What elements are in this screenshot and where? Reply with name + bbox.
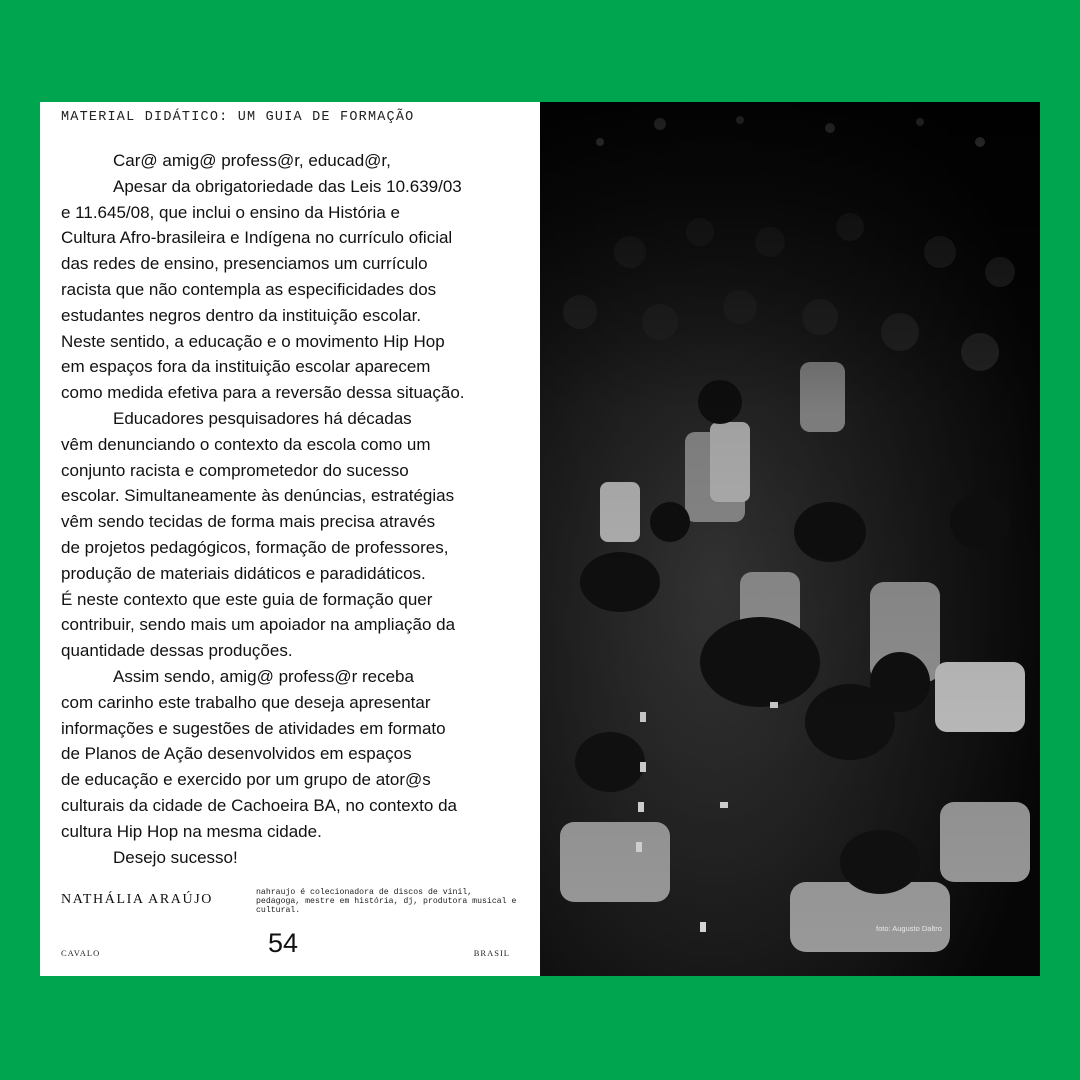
body-line: produção de materiais didáticos e paradidáticos. xyxy=(61,563,426,583)
photo-credit: foto: Augusto Daltro xyxy=(876,924,942,933)
author-bio: nahraujo é colecionadora de discos de vinil, pedagoga, mestre em história, dj, produtora musical e cultural. xyxy=(256,888,517,915)
crowd-dancing-photo xyxy=(540,102,1040,976)
body-line: de Planos de Ação desenvolvidos em espaços xyxy=(61,744,412,764)
body-line: racista que não contempla as especificidades dos xyxy=(61,279,437,299)
body-line: estudantes negros dentro da instituição escolar. xyxy=(61,305,422,325)
footer-right: BRASIL xyxy=(473,948,510,958)
body-line: Neste sentido, a educação e o movimento Hip Hop xyxy=(61,331,445,351)
running-title: MATERIAL DIDÁTICO: UM GUIA DE FORMAÇÃO xyxy=(61,110,415,125)
body-line: informações e sugestões de atividades em formato xyxy=(61,718,446,738)
body-line: com carinho este trabalho que deseja apresentar xyxy=(61,692,431,712)
body-line: contribuir, sendo mais um apoiador na ampliação da xyxy=(61,615,456,635)
author-name: NATHÁLIA ARAÚJO xyxy=(61,892,213,907)
body-line: em espaços fora da instituição escolar aparecem xyxy=(61,357,431,377)
body-line: Apesar da obrigatoriedade das Leis 10.639/03 xyxy=(113,176,462,196)
page-number: 54 xyxy=(268,928,299,958)
body-line: vêm denunciando o contexto da escola como um xyxy=(61,434,431,454)
body-line: de educação e exercido por um grupo de ator@s xyxy=(61,770,431,790)
footer-left: CAVALO xyxy=(61,948,101,958)
book-spread xyxy=(40,102,1040,976)
body-line: e 11.645/08, que inclui o ensino da História e xyxy=(61,202,400,222)
body-line: Assim sendo, amig@ profess@r receba xyxy=(113,666,414,686)
body-line: conjunto racista e comprometedor do sucesso xyxy=(61,460,409,480)
body-line: de projetos pedagógicos, formação de professores, xyxy=(61,537,449,557)
letter-body xyxy=(61,148,521,870)
body-line: culturais da cidade de Cachoeira BA, no contexto da xyxy=(61,795,457,815)
body-line: Educadores pesquisadores há décadas xyxy=(113,408,412,428)
body-line: Cultura Afro-brasileira e Indígena no currículo oficial xyxy=(61,228,453,248)
body-line: cultura Hip Hop na mesma cidade. xyxy=(61,821,322,841)
body-line: das redes de ensino, presenciamos um currículo xyxy=(61,254,428,274)
body-line: Desejo sucesso! xyxy=(113,847,238,867)
photo-page xyxy=(540,102,1040,976)
body-line: É neste contexto que este guia de formação quer xyxy=(61,589,433,609)
body-line: como medida efetiva para a reversão dessa situação. xyxy=(61,383,465,403)
body-line: Car@ amig@ profess@r, educad@r, xyxy=(113,151,391,170)
body-line: vêm sendo tecidas de forma mais precisa através xyxy=(61,512,436,532)
left-page xyxy=(40,102,540,976)
body-line: quantidade dessas produções. xyxy=(61,641,293,661)
body-line: escolar. Simultaneamente às denúncias, estratégias xyxy=(61,486,455,506)
